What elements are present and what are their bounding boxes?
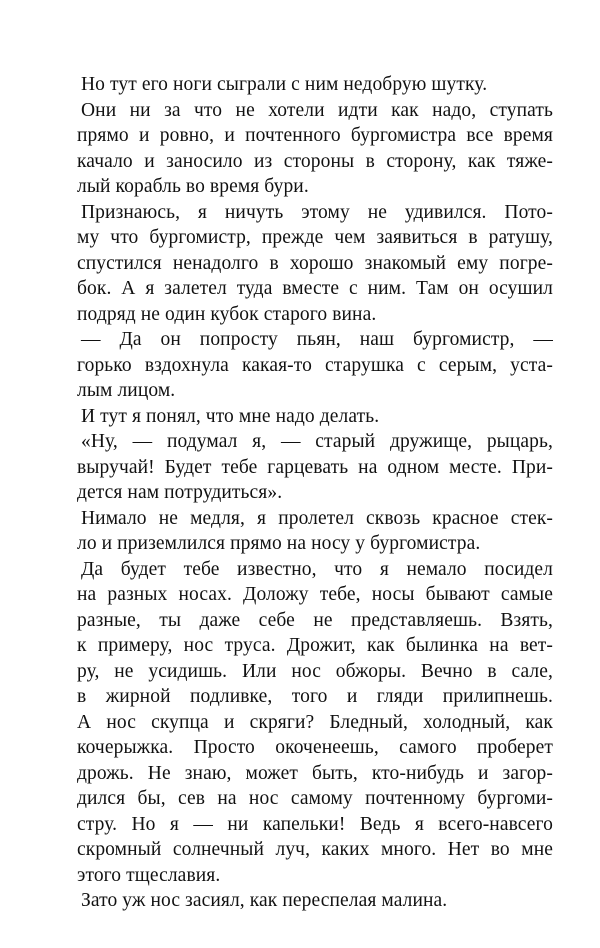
text-line: ло и приземлился прямо на носу у бургомистра. [77,533,481,554]
text-line: подряд не один кубок старого вина. [77,303,377,325]
page-text-block [77,72,553,914]
text-line: му что бургомистр, прежде чем заявиться в ратушу, [77,227,553,248]
text-line: «Ну, — подумал я, — старый дружище, рыцарь, [81,431,553,452]
text-line: И тут я понял, что мне надо делать. [81,405,380,427]
text-line: бок. А я залетел туда вместе с ним. Там он осушил [77,278,553,299]
text-line: стру. Но я — ни капельки! Ведь я всего-навсего [77,813,553,835]
text-line: Признаюсь, я ничуть этому не удивился. Пото- [81,201,553,223]
text-line: этого тщеславия. [77,864,221,886]
text-line: — Да он попросту пьян, наш бургомистр, — [81,329,553,350]
text-line: лый корабль во время бури. [77,176,309,197]
text-line: дется нам потрудиться». [77,482,283,503]
text-line: Нимало не медля, я пролетел сквозь красное стек- [81,507,553,529]
text-line: на разных носах. Доложу тебе, носы бывают самые [77,584,553,605]
text-line: горько вздохнула какая-то старушка с серым, уста- [77,354,553,376]
text-line: в жирной подливке, того и гляди прилипнешь. [77,686,553,707]
text-line: дрожь. Не знаю, может быть, кто-нибудь и загор- [77,762,553,784]
text-line: А нос скупца и скряги? Бледный, холодный, как [77,711,553,733]
text-line: кочерыжка. Просто окоченеешь, самого проберет [77,737,553,758]
text-line: к примеру, нос труса. Дрожит, как былинка на вет- [77,635,553,656]
text-line: качало и заносило из стороны в сторону, как тяже- [77,150,553,172]
text-line: Зато уж нос засиял, как переспелая малина. [81,890,448,911]
text-line: дился бы, сев на нос самому почтенному бургоми- [77,788,553,809]
text-line: ру, не усидишь. Или нос обжоры. Вечно в сале, [77,660,553,682]
text-line: лым лицом. [77,380,176,401]
text-line: скромный солнечный луч, каких много. Нет во мне [77,839,553,860]
text-line: Но тут его ноги сыграли с ним недобрую шутку. [81,74,488,95]
text-line: прямо и ровно, и почтенного бургомистра все время [77,125,553,146]
text-line: спустился ненадолго в хорошо знакомый ему погре- [77,252,553,274]
text-line: Они ни за что не хотели идти как надо, ступать [81,99,553,121]
text-line: Да будет тебе известно, что я немало посидел [81,558,553,580]
text-line: разные, ты даже себе не представляешь. Взять, [77,609,553,631]
text-line: выручай! Будет тебе гарцевать на одном месте. При- [77,456,553,478]
